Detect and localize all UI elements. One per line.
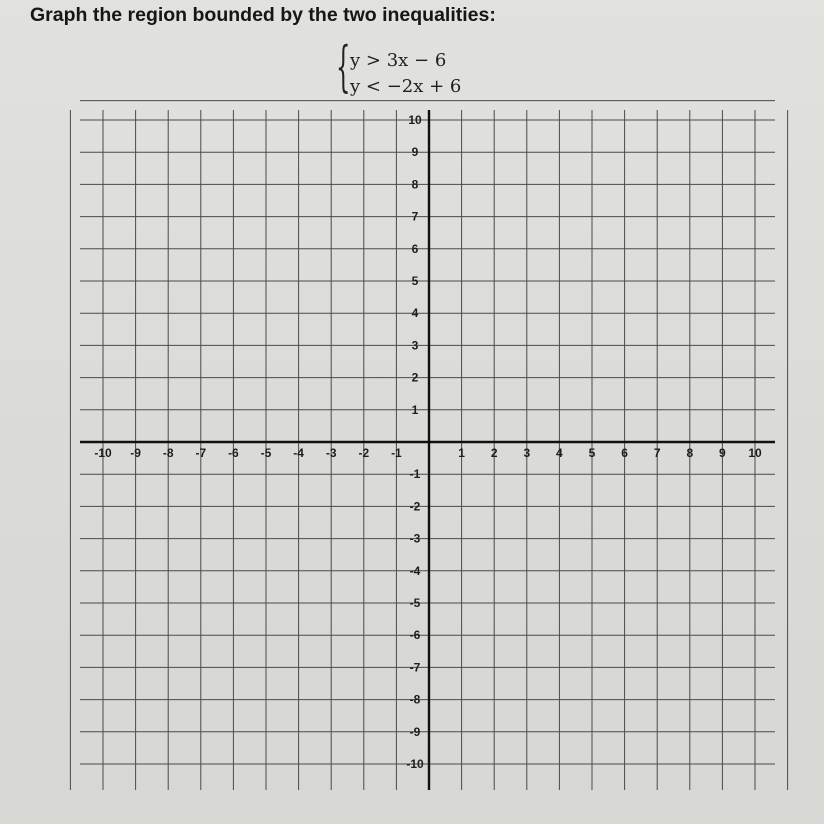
- x-tick-label: 5: [588, 446, 596, 460]
- x-tick-label: -2: [358, 446, 370, 460]
- y-tick-label: -5: [409, 596, 421, 610]
- inequality-2: y < −2x + 6: [350, 76, 462, 97]
- inequality-1: y > 3x − 6: [350, 50, 447, 71]
- y-tick-label: -10: [406, 757, 424, 771]
- y-tick-label: 4: [411, 306, 419, 321]
- y-tick-label: 9: [411, 145, 419, 160]
- x-tick-label: -1: [391, 446, 402, 460]
- x-tick-label: -9: [130, 446, 141, 460]
- y-tick-label: 8: [411, 177, 419, 192]
- y-tick-label: 6: [411, 241, 419, 256]
- x-tick-label: -3: [325, 446, 337, 460]
- y-tick-label: -9: [409, 724, 421, 739]
- x-tick-label: 7: [653, 446, 661, 460]
- x-tick-label: 3: [523, 446, 531, 460]
- y-tick-label: 5: [411, 274, 419, 288]
- system-brace: {: [336, 35, 351, 98]
- y-tick-label: 1: [411, 402, 419, 417]
- x-tick-label: 2: [490, 446, 498, 460]
- x-tick-label: -10: [94, 446, 112, 460]
- y-tick-label: 2: [411, 370, 419, 385]
- y-tick-label: -1: [409, 467, 421, 482]
- y-tick-label: 10: [408, 113, 422, 127]
- x-tick-label: 10: [748, 446, 762, 460]
- x-tick-label: -7: [195, 446, 207, 460]
- y-tick-label: 3: [411, 338, 419, 353]
- x-tick-label: 6: [621, 446, 628, 460]
- y-tick-label: 7: [411, 209, 419, 224]
- y-tick-label: -7: [409, 660, 421, 675]
- x-tick-label: 1: [458, 446, 465, 460]
- y-tick-label: -8: [409, 692, 421, 707]
- x-tick-label: -5: [260, 446, 272, 460]
- x-tick-label: -4: [293, 446, 304, 460]
- x-tick-label: -6: [228, 446, 239, 460]
- x-tick-label: 8: [686, 446, 694, 460]
- y-tick-label: -3: [409, 531, 421, 546]
- y-tick-label: -4: [409, 563, 421, 578]
- y-tick-label: -2: [409, 499, 421, 514]
- x-tick-label: 9: [719, 446, 726, 460]
- y-tick-label: -6: [409, 628, 421, 643]
- x-tick-label: -8: [162, 446, 174, 460]
- x-tick-label: 4: [556, 446, 563, 460]
- instruction-text: Graph the region bounded by the two inequalities:: [30, 4, 496, 26]
